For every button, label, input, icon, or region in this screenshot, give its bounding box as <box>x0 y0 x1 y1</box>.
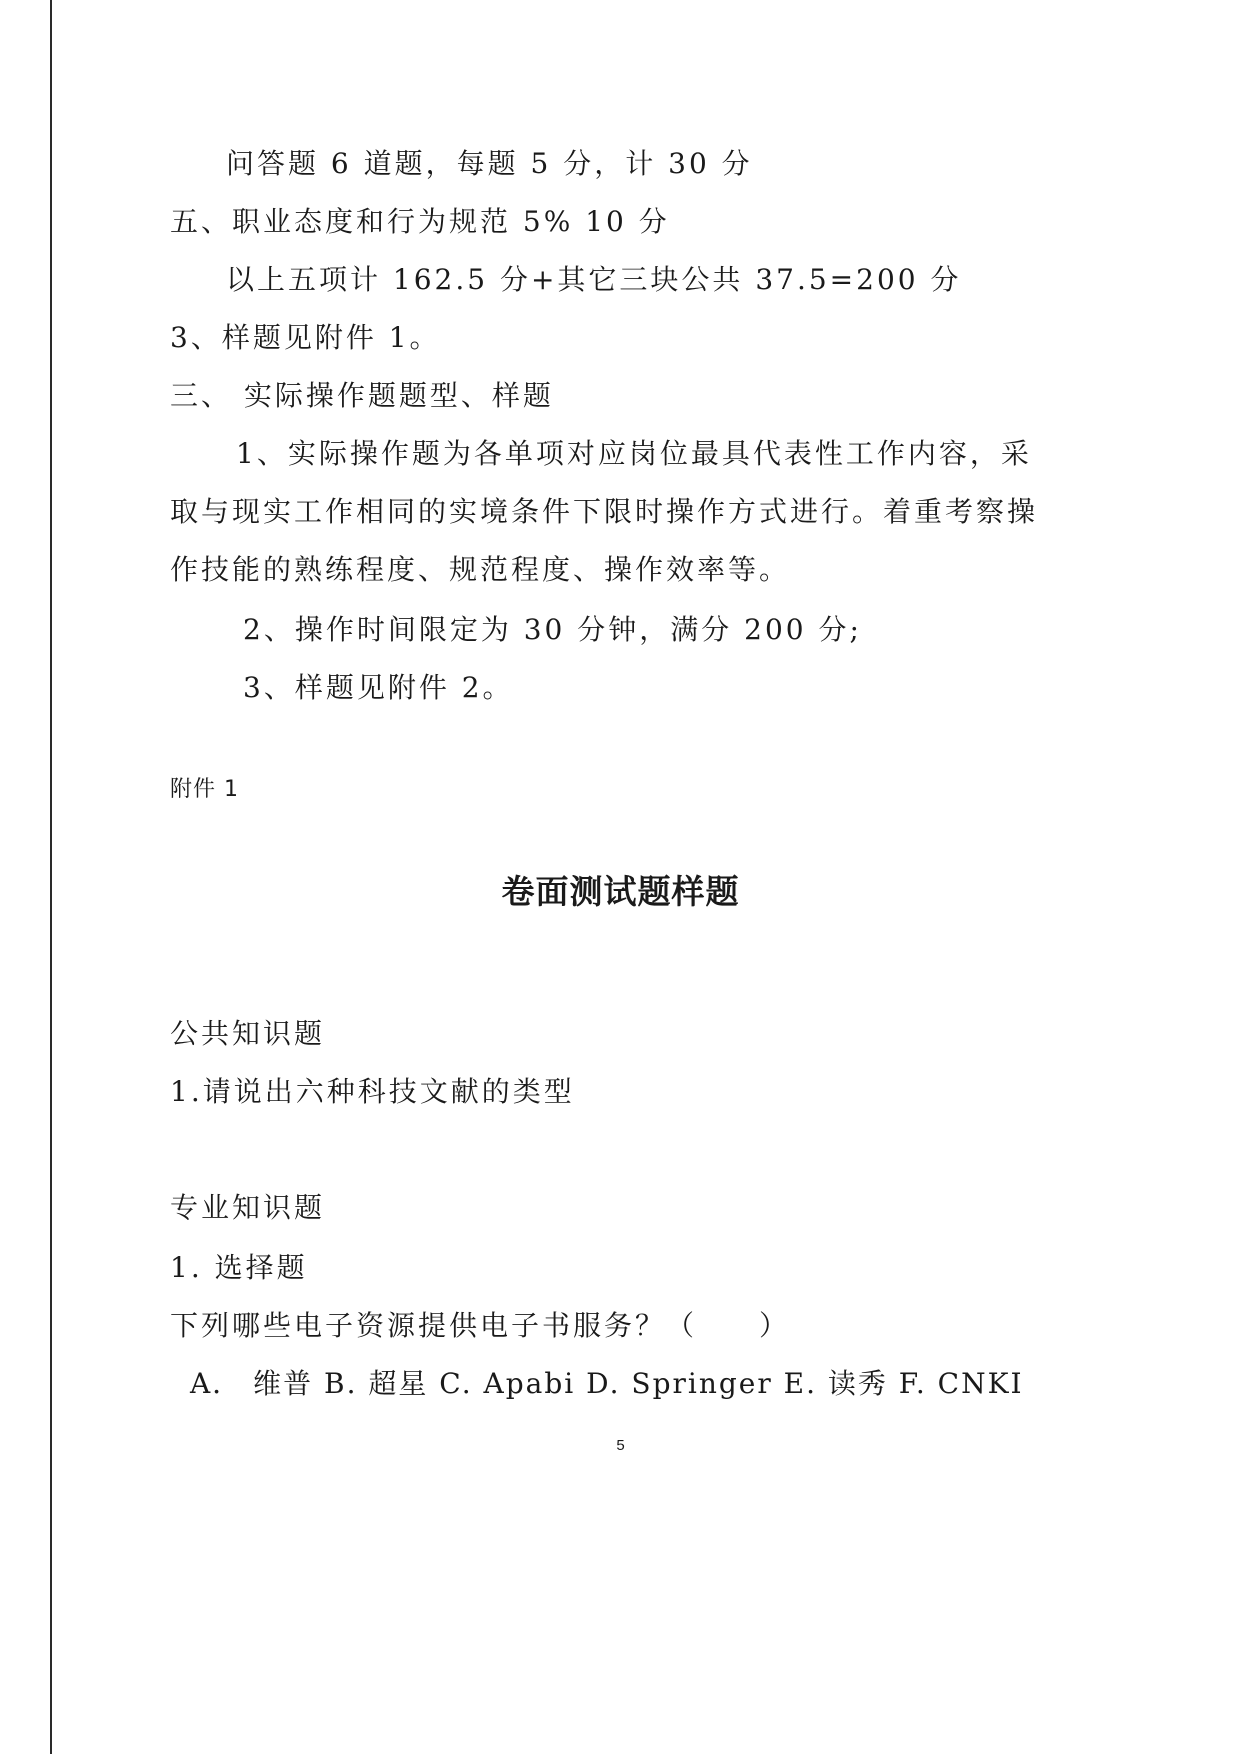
professional-section-heading: 专业知识题 <box>170 1191 326 1224</box>
practical-p3: 3、样题见附件 2。 <box>243 671 514 704</box>
sample-ref-1: 3、样题见附件 1。 <box>170 321 441 354</box>
section3-heading: 三、 实际操作题题型、样题 <box>170 379 554 412</box>
page-number: 5 <box>616 1437 625 1454</box>
total-line: 以上五项计 162.5 分+其它三块公共 37.5=200 分 <box>226 263 962 296</box>
sample-title: 卷面测试题样题 <box>501 872 740 911</box>
public-question-1: 1.请说出六种科技文献的类型 <box>170 1075 575 1108</box>
attachment-label: 附件 1 <box>170 777 239 802</box>
item5-line: 五、职业态度和行为规范 5% 10 分 <box>170 205 670 238</box>
professional-question-label: 1. 选择题 <box>170 1251 308 1284</box>
practical-p1-line2: 取与现实工作相同的实境条件下限时操作方式进行。着重考察操 <box>170 495 1039 528</box>
practical-p2: 2、操作时间限定为 30 分钟，满分 200 分; <box>243 613 862 646</box>
section4-tail-line: 问答题 6 道题，每题 5 分，计 30 分 <box>226 147 753 180</box>
practical-p1-line3: 作技能的熟练程度、规范程度、操作效率等。 <box>170 553 791 586</box>
professional-question-options: A． 维普 B. 超星 C. Apabi D. Springer E. 读秀 F. CNKI <box>190 1367 1024 1400</box>
practical-p1-line1: 1、实际操作题为各单项对应岗位最具代表性工作内容，采 <box>236 437 1032 470</box>
professional-question-text: 下列哪些电子资源提供电子书服务？（ ） <box>170 1309 791 1342</box>
public-section-heading: 公共知识题 <box>170 1017 326 1050</box>
